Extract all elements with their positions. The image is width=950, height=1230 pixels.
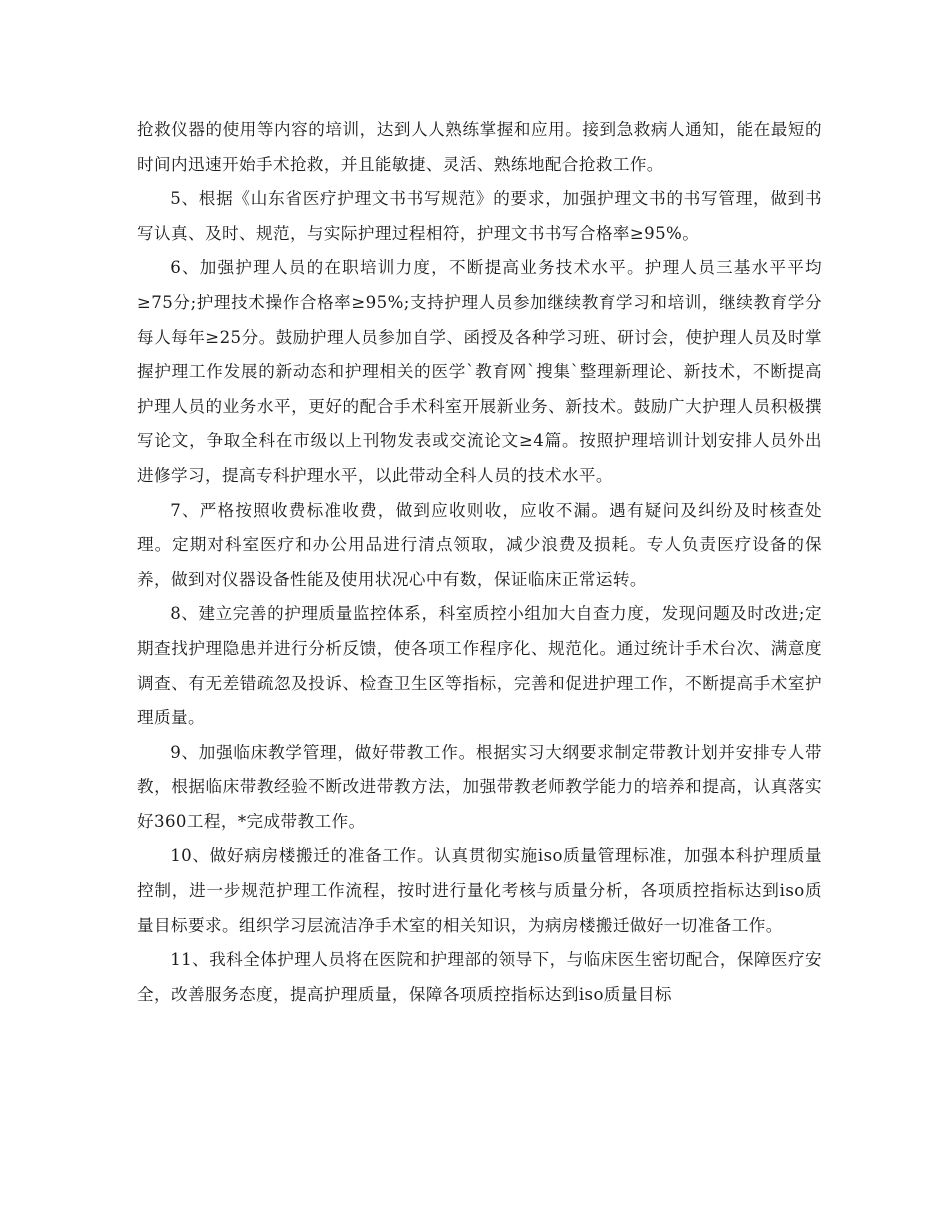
paragraph-item-11: 11、我科全体护理人员将在医院和护理部的领导下，与临床医生密切配合，保障医疗安全，改善服务态度，提高护理质量，保障各项质控指标达到iso质量目标	[137, 950, 822, 1004]
paragraph-item-5: 5、根据《山东省医疗护理文书书写规范》的要求，加强护理文书的书写管理，做到书写认真、及时、规范，与实际护理过程相符，护理文书书写合格率≥95%。	[137, 189, 822, 243]
paragraph-item-8: 8、建立完善的护理质量监控体系，科室质控小组加大自查力度，发现问题及时改进;定期查找护理隐患并进行分析反馈，使各项工作程序化、规范化。通过统计手术台次、满意度调查、有无差错疏忽及投诉、检查卫生区等指标，完善和促进护理工作，不断提高手术室护理质量。	[137, 604, 822, 728]
paragraph-item-6: 6、加强护理人员的在职培训力度，不断提高业务技术水平。护理人员三基水平平均≥75分;护理技术操作合格率≥95%;支持护理人员参加继续教育学习和培训，继续教育学分每人每年≥25分。鼓励护理人员参加自学、函授及各种学习班、研讨会，使护理人员及时掌握护理工作发展的新动态和护理相关的医学`教育网`搜集`整理新理论、新技术，不断提高护理人员的业务水平，更好的配合手术科室开展新业务、新技术。鼓励广大护理人员积极撰写论文，争取全科在市级以上刊物发表或交流论文≥4篇。按照护理培训计划安排人员外出进修学习，提高专科护理水平，以此带动全科人员的技术水平。	[137, 258, 822, 485]
paragraph-item-10: 10、做好病房楼搬迁的准备工作。认真贯彻实施iso质量管理标准，加强本科护理质量控制，进一步规范护理工作流程，按时进行量化考核与质量分析，各项质控指标达到iso质量目标要求。组织学习层流洁净手术室的相关知识，为病房楼搬迁做好一切准备工作。	[137, 846, 822, 935]
paragraph-item-7: 7、严格按照收费标准收费，做到应收则收，应收不漏。遇有疑问及纠纷及时核查处理。定期对科室医疗和办公用品进行清点领取，减少浪费及损耗。专人负责医疗设备的保养，做到对仪器设备性能及使用状况心中有数，保证临床正常运转。	[137, 500, 822, 589]
document-body	[137, 113, 822, 1012]
paragraph-item-9: 9、加强临床教学管理，做好带教工作。根据实习大纲要求制定带教计划并安排专人带教，根据临床带教经验不断改进带教方法，加强带教老师教学能力的培养和提高，认真落实好360工程，*完成带教工作。	[137, 742, 822, 831]
paragraph-continuation: 抢救仪器的使用等内容的培训，达到人人熟练掌握和应用。接到急救病人通知，能在最短的时间内迅速开始手术抢救，并且能敏捷、灵活、熟练地配合抢救工作。	[137, 120, 822, 174]
